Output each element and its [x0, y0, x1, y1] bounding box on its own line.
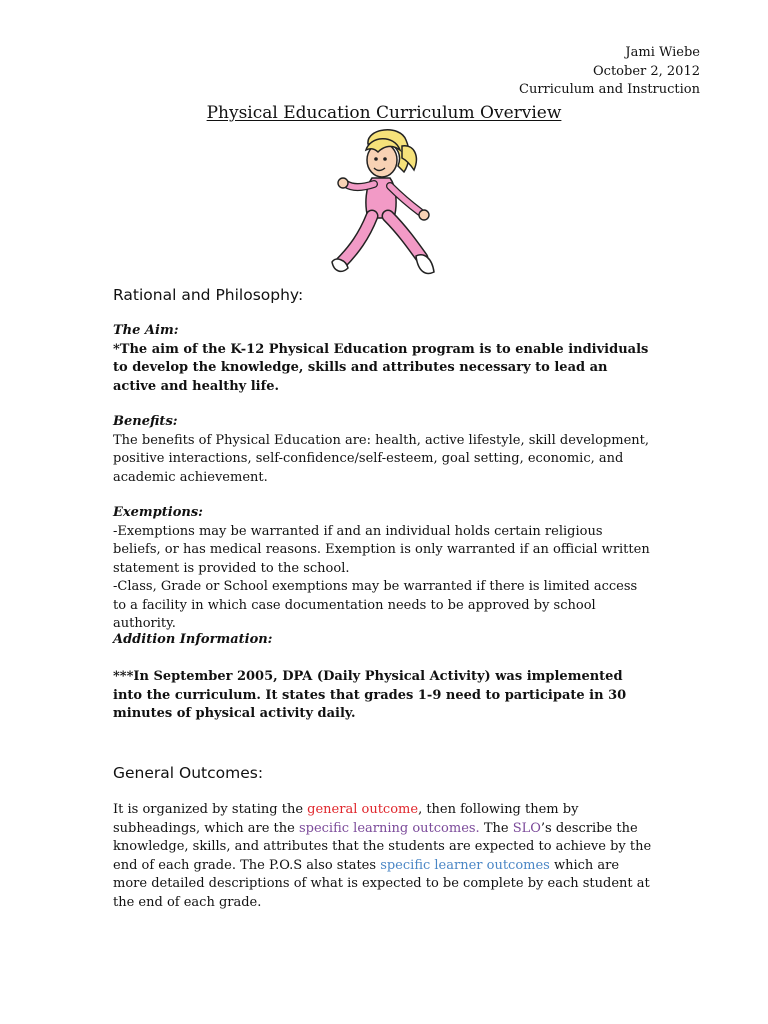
rationale-heading: Rational and Philosophy: — [113, 286, 304, 304]
aim-text: *The aim of the K-12 Physical Education program is to enable individuals to develop the knowledge, skills and attributes necessary to lead an active and healthy life. — [113, 341, 649, 394]
outcomes-section — [113, 762, 653, 784]
benefits-block — [113, 413, 653, 487]
outcomes-paragraph-block — [113, 801, 653, 912]
aim-label: The Aim: — [113, 323, 179, 338]
outcomes-text-2: , then following them by subheadings, which are the — [113, 802, 579, 836]
additional-info-text-block — [113, 668, 653, 724]
author-name: Jami Wiebe — [625, 45, 700, 60]
additional-info-text: ***In September 2005, DPA (Daily Physical Activity) was implemented into the curriculum. It states that grades 1-9 need to participate in 30 minutes of physical activity daily. — [113, 669, 627, 721]
outcomes-text-3: The — [479, 820, 513, 836]
slo-term: SLO — [512, 820, 541, 836]
outcomes-text-1: It is organized by stating the — [113, 802, 308, 817]
specific-learner-outcomes-term: specific learner outcomes — [380, 857, 550, 873]
outcomes-paragraph — [113, 801, 653, 912]
exemptions-label: Exemptions: — [113, 505, 203, 520]
document-header — [519, 44, 700, 100]
specific-learning-outcomes-term: specific learning outcomes. — [298, 820, 480, 836]
benefits-text: The benefits of Physical Education are: health, active lifestyle, skill development, positive interactions, self-confidence/self-esteem, goal setting, economic, and academic achievement. — [113, 432, 649, 485]
exemptions-text-1: -Exemptions may be warranted if and an individual holds certain religious beliefs, or has medical reasons. Exemption is only warranted if an official written statement is provided to the school. — [113, 523, 650, 576]
additional-info-block — [113, 631, 653, 650]
rationale-section — [113, 284, 653, 306]
course-name: Curriculum and Instruction — [519, 82, 700, 97]
aim-block — [113, 322, 653, 396]
benefits-label: Benefits: — [113, 414, 178, 429]
walking-woman-illustration — [328, 126, 440, 284]
additional-info-label: Addition Information: — [113, 632, 273, 647]
exemptions-block — [113, 504, 653, 634]
document-date: October 2, 2012 — [593, 63, 700, 79]
outcomes-text-5: which are more detailed descriptions of what is expected to be complete by each student at the end of each grade. — [113, 857, 650, 910]
outcomes-text-4: ’s describe the knowledge, skills, and attributes that the students are expected to achieve by the end of each grade. The P.O.S also states — [113, 820, 652, 873]
exemptions-text-2: -Class, Grade or School exemptions may be warranted if there is limited access to a facility in which case documentation needs to be approved by school authority. — [113, 579, 638, 631]
page-title: Physical Education Curriculum Overview — [206, 103, 562, 123]
outcomes-heading: General Outcomes: — [113, 764, 264, 782]
general-outcome-term: general outcome — [307, 802, 419, 817]
